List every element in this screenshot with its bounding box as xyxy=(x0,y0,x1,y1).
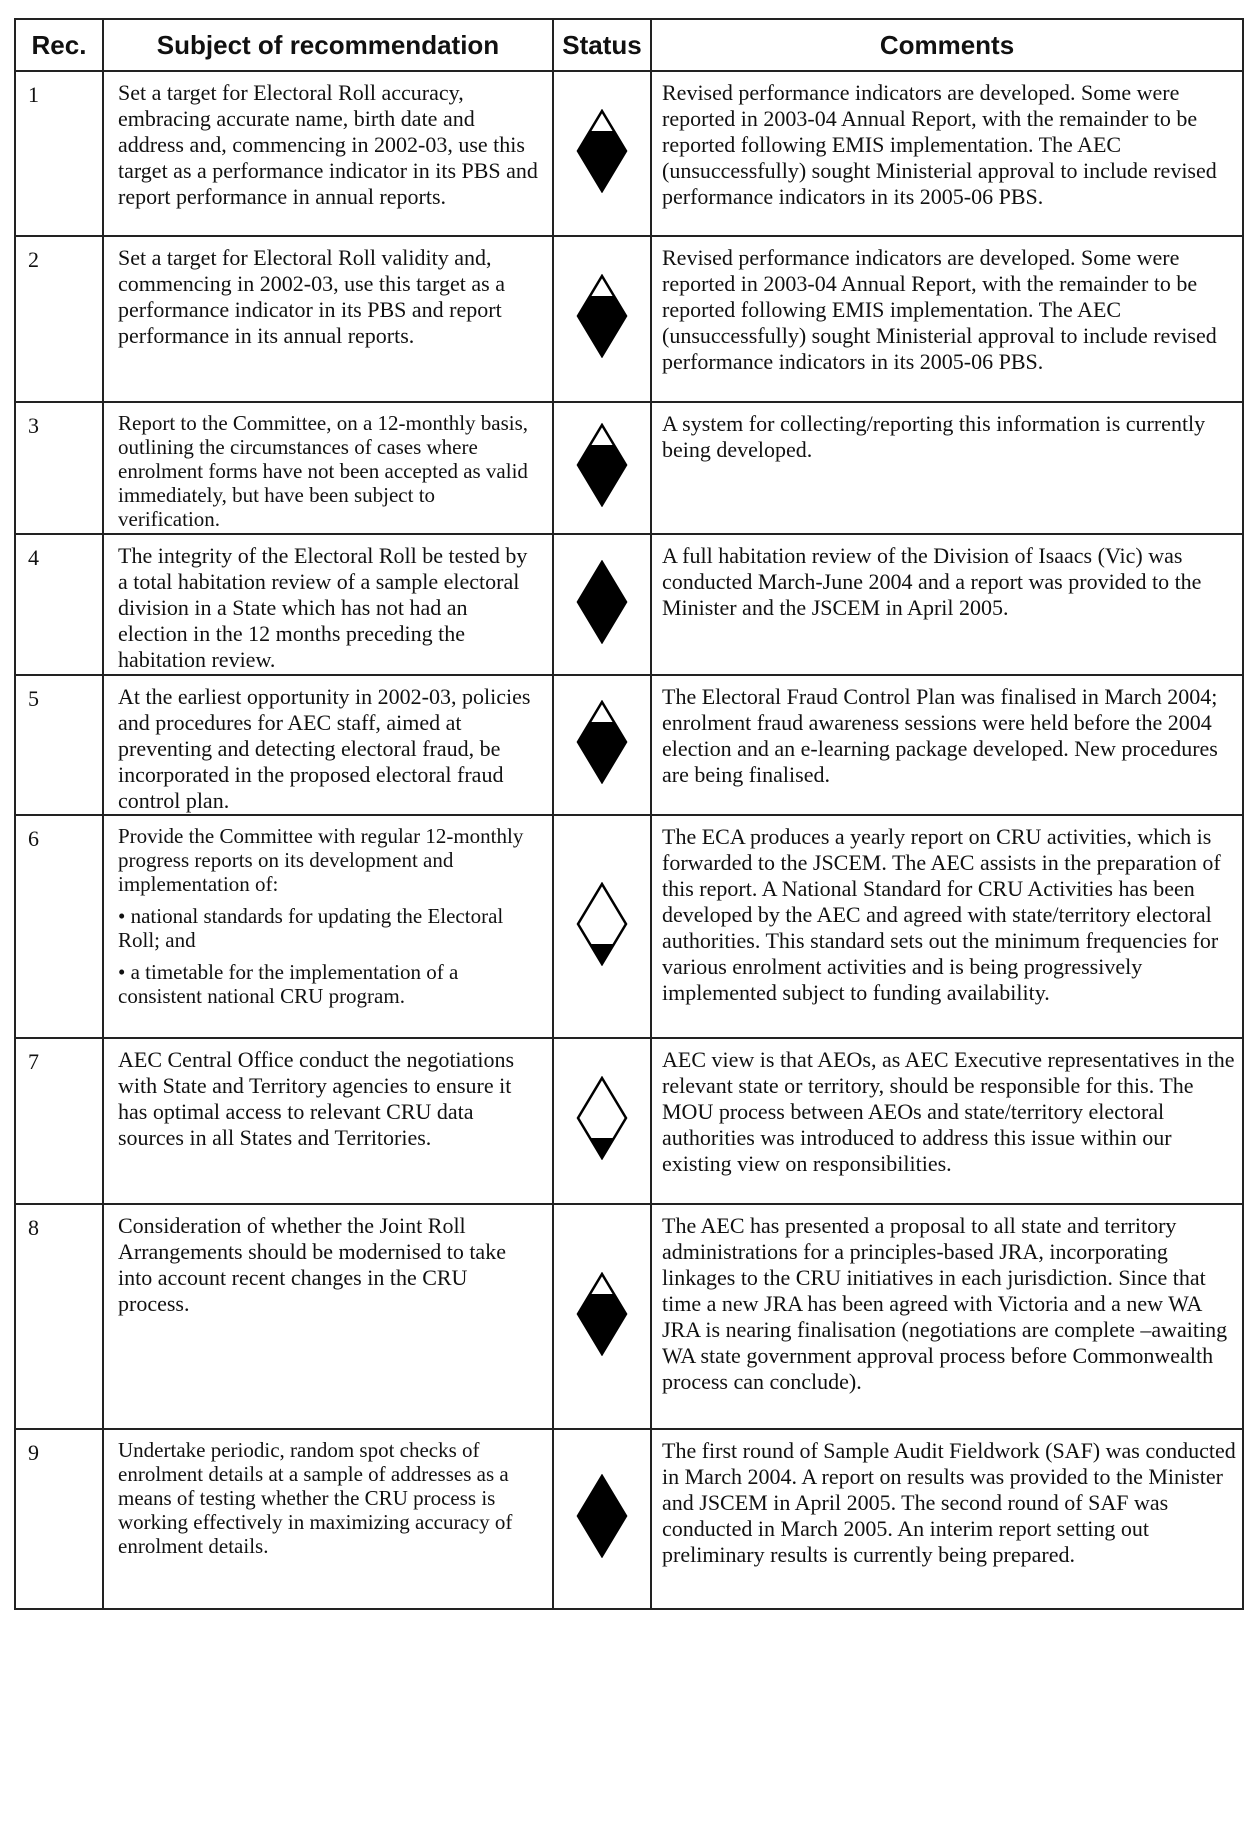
status-cell xyxy=(553,815,651,1038)
comments-cell: A system for collecting/reporting this information is currently being developed. xyxy=(651,402,1243,534)
subject-cell: Report to the Committee, on a 12-monthly basis, outlining the circumstances of cases where enrolment forms have not been accepted as valid immediately, but have been subject to verification. xyxy=(103,402,553,534)
bullet-item: • a timetable for the implementation of a consistent national CRU program. xyxy=(118,960,459,1008)
rec-number: 2 xyxy=(15,236,103,402)
diamond-svg xyxy=(576,1076,628,1160)
rec-number: 9 xyxy=(15,1429,103,1609)
diamond-svg xyxy=(576,109,628,193)
diamond-svg xyxy=(576,274,628,358)
table-row xyxy=(15,402,1243,534)
comments-cell: The Electoral Fraud Control Plan was finalised in March 2004; enrolment fraud awareness sessions were held before the 2004 election and an e-learning package developed. New procedures are being finalised. xyxy=(651,675,1243,815)
diamond-svg xyxy=(576,560,628,644)
rec-number: 6 xyxy=(15,815,103,1038)
status-diamond-icon xyxy=(576,1272,628,1356)
header-subject: Subject of recommendation xyxy=(103,19,553,71)
table-row xyxy=(15,1204,1243,1429)
status-diamond-icon xyxy=(576,423,628,507)
comments-cell: The first round of Sample Audit Fieldwork (SAF) was conducted in March 2004. A report on results was provided to the Minister and JSCEM in April 2005. The second round of SAF was conducted in March 2005. An interim report setting out preliminary results is currently being prepared. xyxy=(651,1429,1243,1609)
diamond-fill xyxy=(576,1138,628,1158)
diamond-fill xyxy=(576,562,628,642)
status-diamond-icon xyxy=(576,882,628,966)
header-rec: Rec. xyxy=(15,19,103,71)
rec-number: 7 xyxy=(15,1038,103,1204)
diamond-fill xyxy=(576,944,628,964)
status-cell xyxy=(553,1204,651,1429)
status-cell xyxy=(553,1429,651,1609)
status-cell xyxy=(553,236,651,402)
header-comments: Comments xyxy=(651,19,1243,71)
table-row xyxy=(15,236,1243,402)
recommendations-table xyxy=(14,18,1244,1610)
table-row xyxy=(15,1429,1243,1609)
subject-cell: AEC Central Office conduct the negotiations with State and Territory agencies to ensure it has optimal access to relevant CRU data sources in all States and Territories. xyxy=(103,1038,553,1204)
rec-number: 4 xyxy=(15,534,103,675)
diamond-svg xyxy=(576,1474,628,1558)
table-row xyxy=(15,534,1243,675)
status-cell xyxy=(553,1038,651,1204)
subject-text: Provide the Committee with regular 12-monthly progress reports on its development and implementation of: xyxy=(118,824,524,896)
table-row xyxy=(15,675,1243,815)
subject-cell: Consideration of whether the Joint Roll Arrangements should be modernised to take into account recent changes in the CRU process. xyxy=(103,1204,553,1429)
rec-number: 1 xyxy=(15,71,103,236)
comments-cell: AEC view is that AEOs, as AEC Executive representatives in the relevant state or territory, should be responsible for this. The MOU process between AEOs and state/territory electoral authorities was introduced to address this issue within our existing view on responsibilities. xyxy=(651,1038,1243,1204)
subject-cell: At the earliest opportunity in 2002-03, policies and procedures for AEC staff, aimed at preventing and detecting electoral fraud, be incorporated in the proposed electoral fraud control plan. xyxy=(103,675,553,815)
subject-cell: The integrity of the Electoral Roll be tested by a total habitation review of a sample electoral division in a State which has not had an election in the 12 months preceding the habitation review. xyxy=(103,534,553,675)
header-status: Status xyxy=(553,19,651,71)
comments-cell: Revised performance indicators are developed. Some were reported in 2003-04 Annual Report, with the remainder to be reported following EMIS implementation. The AEC (unsuccessfully) sought Ministerial approval to include revised performance indicators in its 2005-06 PBS. xyxy=(651,236,1243,402)
table-row xyxy=(15,71,1243,236)
rec-number: 3 xyxy=(15,402,103,534)
subject-cell: Set a target for Electoral Roll validity and, commencing in 2002-03, use this target as a performance indicator in its PBS and report performance in its annual reports. xyxy=(103,236,553,402)
status-cell xyxy=(553,534,651,675)
rec-number: 5 xyxy=(15,675,103,815)
status-cell xyxy=(553,675,651,815)
subject-cell: Set a target for Electoral Roll accuracy, embracing accurate name, birth date and address and, commencing in 2002-03, use this target as a performance indicator in its PBS and report performance in annual reports. xyxy=(103,71,553,236)
diamond-svg xyxy=(576,882,628,966)
status-diamond-icon xyxy=(576,560,628,644)
status-diamond-icon xyxy=(576,1474,628,1558)
diamond-svg xyxy=(576,1272,628,1356)
status-diamond-icon xyxy=(576,274,628,358)
subject-cell: Undertake periodic, random spot checks of enrolment details at a sample of addresses as a means of testing whether the CRU process is working effectively in maximizing accuracy of enrolment details. xyxy=(103,1429,553,1609)
status-diamond-icon xyxy=(576,1076,628,1160)
rec-number: 8 xyxy=(15,1204,103,1429)
table-row xyxy=(15,1038,1243,1204)
table-row xyxy=(15,815,1243,1038)
header-row xyxy=(15,19,1243,71)
status-cell xyxy=(553,402,651,534)
status-diamond-icon xyxy=(576,109,628,193)
comments-cell: A full habitation review of the Division of Isaacs (Vic) was conducted March-June 2004 and a report was provided to the Minister and the JSCEM in April 2005. xyxy=(651,534,1243,675)
status-cell xyxy=(553,71,651,236)
diamond-svg xyxy=(576,700,628,784)
comments-cell: Revised performance indicators are developed. Some were reported in 2003-04 Annual Report, with the remainder to be reported following EMIS implementation. The AEC (unsuccessfully) sought Ministerial approval to include revised performance indicators in its 2005-06 PBS. xyxy=(651,71,1243,236)
comments-cell: The ECA produces a yearly report on CRU activities, which is forwarded to the JSCEM. The AEC assists in the preparation of this report. A National Standard for CRU Activities has been developed by the AEC and agreed with state/territory electoral authorities. This standard sets out the minimum frequencies for various enrolment activities and is being progressively implemented subject to funding availability. xyxy=(651,815,1243,1038)
diamond-svg xyxy=(576,423,628,507)
comments-cell: The AEC has presented a proposal to all state and territory administrations for a principles-based JRA, incorporating linkages to the CRU initiatives in each jurisdiction. Since that time a new JRA has been agreed with Victoria and a new WA JRA is nearing finalisation (negotiations are complete –awaiting WA state government approval process before Commonwealth process can conclude). xyxy=(651,1204,1243,1429)
bullet-item: • national standards for updating the Electoral Roll; and xyxy=(118,904,504,952)
diamond-fill xyxy=(576,1476,628,1556)
status-diamond-icon xyxy=(576,700,628,784)
subject-cell xyxy=(103,815,553,1038)
